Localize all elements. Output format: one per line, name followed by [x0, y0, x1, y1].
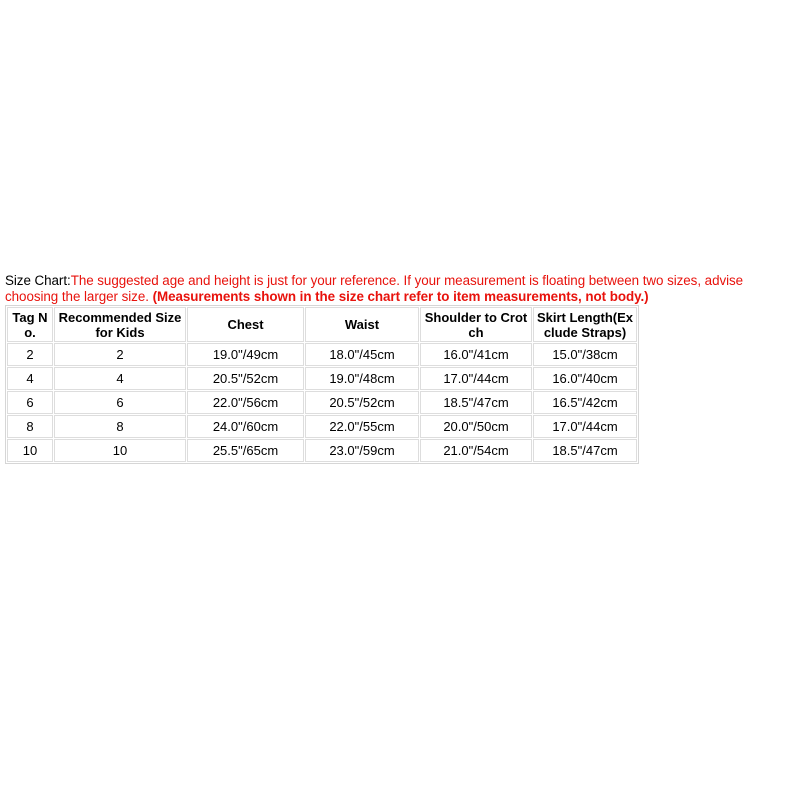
table-row [7, 415, 637, 438]
cell-skirt-length: 18.5"/47cm [533, 439, 637, 462]
cell-waist: 23.0"/59cm [305, 439, 419, 462]
table-header-row [7, 307, 637, 342]
cell-recommended-size: 4 [54, 367, 186, 390]
cell-chest: 19.0"/49cm [187, 343, 304, 366]
table-row [7, 367, 637, 390]
cell-waist: 19.0"/48cm [305, 367, 419, 390]
cell-skirt-length: 16.5"/42cm [533, 391, 637, 414]
size-chart-intro [5, 273, 797, 305]
cell-waist: 18.0"/45cm [305, 343, 419, 366]
cell-tag-no: 6 [7, 391, 53, 414]
cell-tag-no: 2 [7, 343, 53, 366]
cell-chest: 24.0"/60cm [187, 415, 304, 438]
size-chart-table [5, 305, 639, 464]
cell-tag-no: 10 [7, 439, 53, 462]
header-skirt-length: Skirt Length(Ex clude Straps) [533, 307, 637, 342]
header-tag-no: Tag N o. [7, 307, 53, 342]
cell-skirt-length: 17.0"/44cm [533, 415, 637, 438]
size-chart-note: The suggested age and height is just for your reference. If your measurement is floating between two sizes, advise choosing the larger size. [5, 273, 744, 304]
cell-shoulder-to-crotch: 17.0"/44cm [420, 367, 532, 390]
cell-shoulder-to-crotch: 20.0"/50cm [420, 415, 532, 438]
table-row [7, 439, 637, 462]
cell-recommended-size: 6 [54, 391, 186, 414]
cell-tag-no: 4 [7, 367, 53, 390]
cell-shoulder-to-crotch: 18.5"/47cm [420, 391, 532, 414]
size-chart-measurement-note: (Measurements shown in the size chart refer to item measurements, not body.) [152, 289, 649, 304]
header-waist: Waist [305, 307, 419, 342]
cell-recommended-size: 2 [54, 343, 186, 366]
table-row [7, 343, 637, 366]
cell-skirt-length: 15.0"/38cm [533, 343, 637, 366]
cell-chest: 25.5"/65cm [187, 439, 304, 462]
size-chart-label: Size Chart: [5, 273, 71, 288]
cell-chest: 20.5"/52cm [187, 367, 304, 390]
cell-waist: 22.0"/55cm [305, 415, 419, 438]
cell-recommended-size: 10 [54, 439, 186, 462]
cell-chest: 22.0"/56cm [187, 391, 304, 414]
cell-tag-no: 8 [7, 415, 53, 438]
cell-shoulder-to-crotch: 21.0"/54cm [420, 439, 532, 462]
cell-waist: 20.5"/52cm [305, 391, 419, 414]
cell-recommended-size: 8 [54, 415, 186, 438]
header-recommended-size: Recommended Size for Kids [54, 307, 186, 342]
table-row [7, 391, 637, 414]
cell-shoulder-to-crotch: 16.0"/41cm [420, 343, 532, 366]
header-chest: Chest [187, 307, 304, 342]
cell-skirt-length: 16.0"/40cm [533, 367, 637, 390]
header-shoulder-to-crotch: Shoulder to Crot ch [420, 307, 532, 342]
